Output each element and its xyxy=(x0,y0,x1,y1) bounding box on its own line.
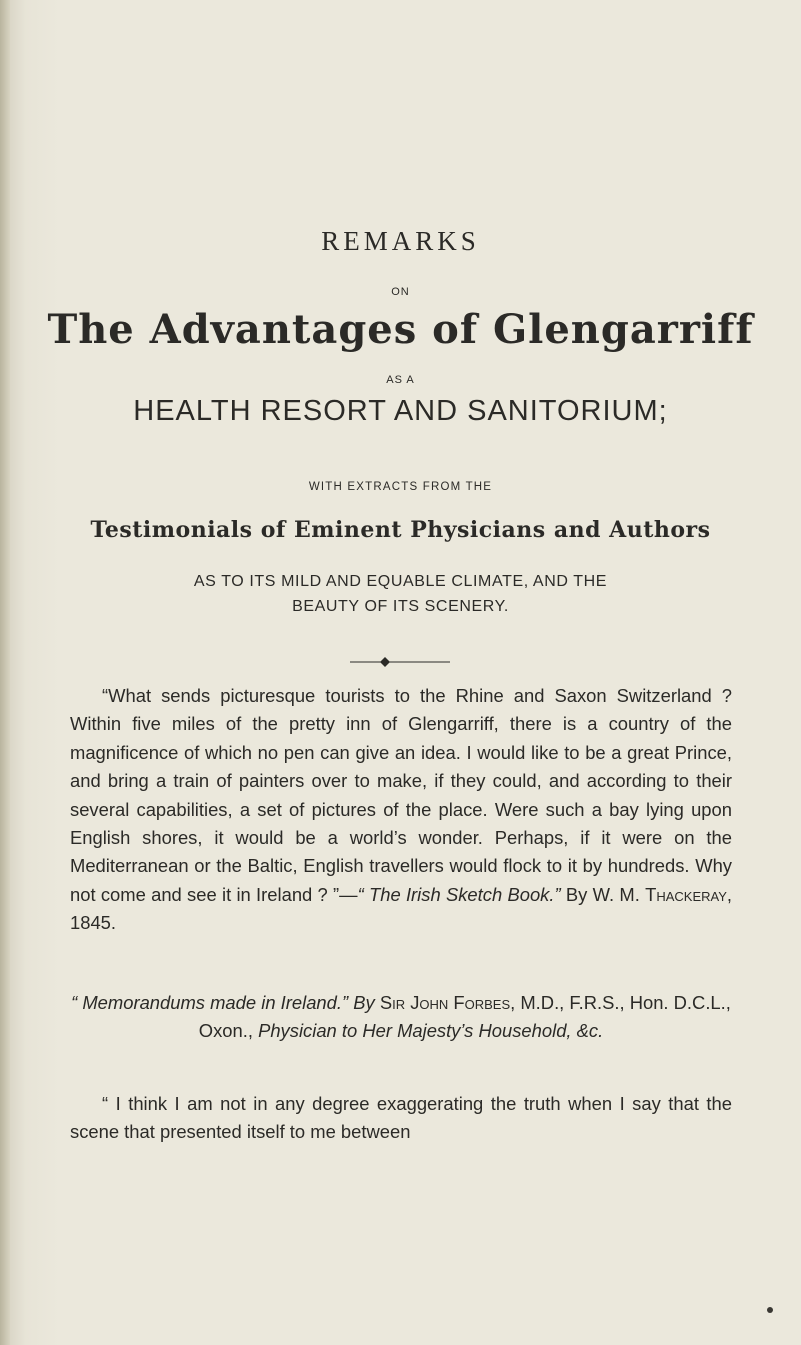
forbes-quote: “ I think I am not in any degree exaggerating the truth when I say that the scene that presented itself to me between xyxy=(70,1093,732,1143)
testimonials-title: Testimonials of Eminent Physicians and Authors xyxy=(90,517,711,543)
thackeray-author: Thackeray xyxy=(645,883,727,905)
forbes-by: By xyxy=(348,992,380,1013)
thackeray-year: , 1845. xyxy=(70,883,733,934)
on-label: ON xyxy=(391,286,410,298)
forbes-role: Physician to Her Majesty’s Household, &c. xyxy=(258,1020,604,1042)
thackeray-quote-text: “What sends picturesque tourists to the Rhine and Saxon Switzerland ? Within five miles of the pretty inn of Glengarriff, there is a country of the magnificence of which no pen can give an idea. I would like to be a great Prince, and bring a train of painters over to make, if they could, and according to their several capabilities, a set of pictures of the place. Were such a bay lying upon English shores, it would be a world’s wonder. Perhaps, if it were on the Mediterranean or the Baltic, English travellers would flock to it by hundreds. Why not come and see it in Ireland ? ”— xyxy=(70,685,732,905)
binding-edge xyxy=(0,0,10,1345)
climate-subheading-line-1: AS TO ITS MILD AND EQUABLE CLIMATE, AND THE xyxy=(193,573,608,590)
thackeray-by: By W. M. xyxy=(560,883,640,905)
paper-speck xyxy=(767,1307,773,1313)
with-extracts-label: WITH EXTRACTS FROM THE xyxy=(308,481,493,493)
forbes-citation xyxy=(70,989,732,1046)
health-resort-heading: HEALTH RESORT AND SANITORIUM; xyxy=(133,395,668,427)
as-a-label: AS A xyxy=(386,374,415,386)
ornamental-divider xyxy=(340,656,460,668)
glengarriff-title: The Advantages of Glengarriff xyxy=(47,306,754,353)
climate-subheading-line-2: BEAUTY OF ITS SCENERY. xyxy=(292,598,509,615)
climate-subheading xyxy=(0,569,801,619)
forbes-credentials: , M.D., F.R.S., Hon. D.C.L., Oxon., xyxy=(198,992,731,1042)
thackeray-quote xyxy=(70,682,732,938)
irish-sketch-book-title: “ The Irish Sketch Book.” xyxy=(357,883,561,905)
remarks-heading: REMARKS xyxy=(321,226,480,256)
forbes-author: Sir John Forbes xyxy=(379,992,511,1013)
memorandums-title: “ Memorandums made in Ireland.” xyxy=(71,992,349,1013)
